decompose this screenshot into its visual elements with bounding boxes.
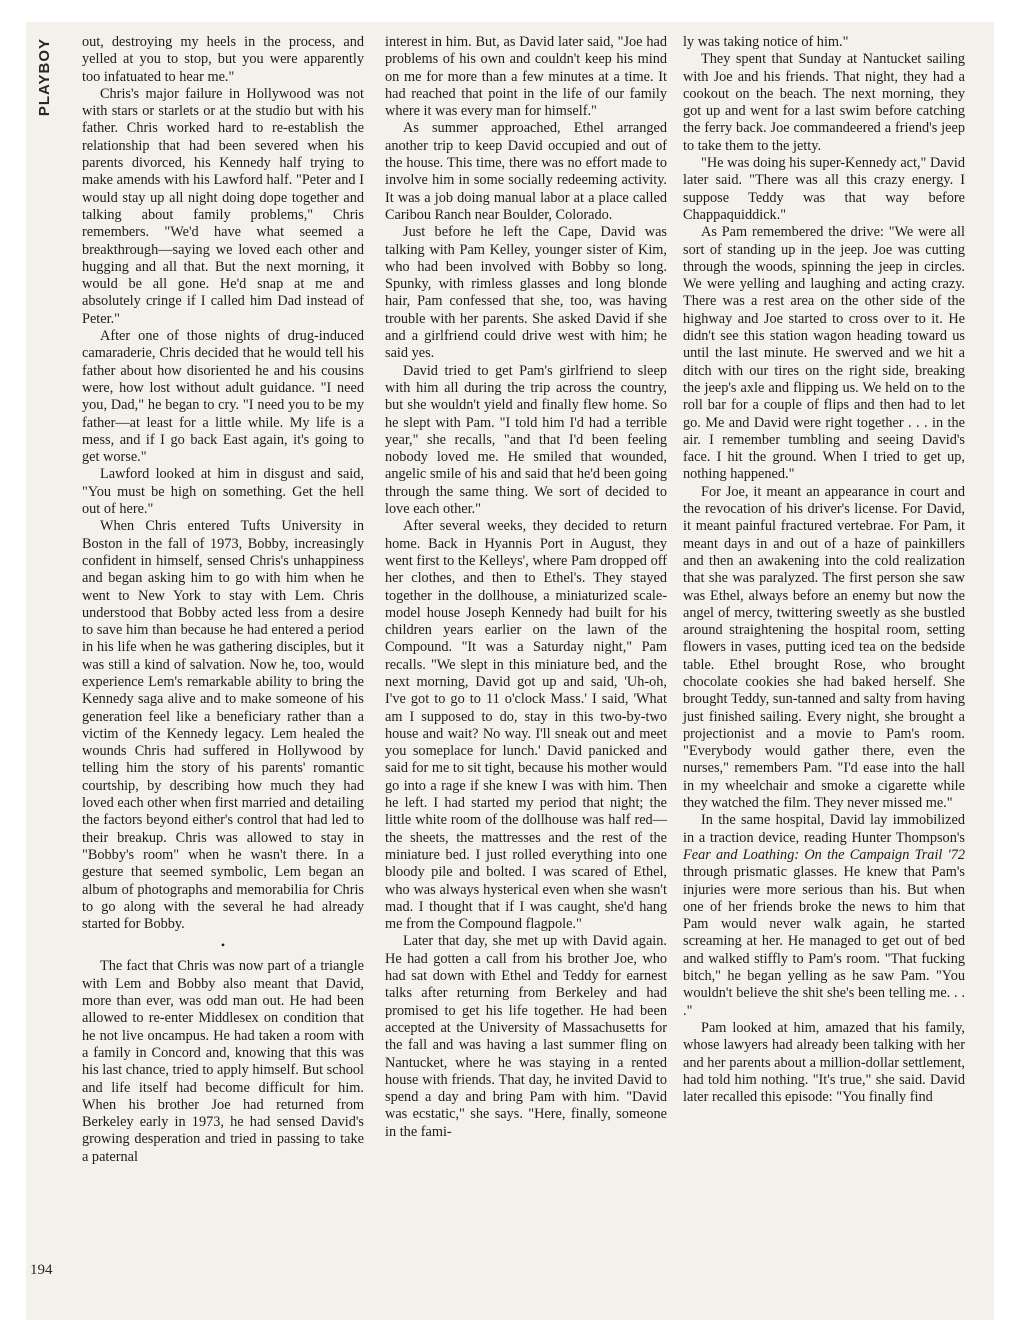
paragraph: For Joe, it meant an appearance in court and the revocation of his driver's license. For David, it meant painful fractured vertebrae. For Pam, it meant days in and out of a haze of painkillers and then an awakening into the cold realization that she was paralyzed. The first person she saw was Ethel, always before an enemy but now the angel of mercy, twittering sweetly as she bustled around straightening the hospital room, setting flowers in vases, putting iced tea on the bedside table. Ethel brought Rose, who brought chocolate cookies she had baked herself. She brought Teddy, sun-tanned and salty from having just finished sailing. Every night, she brought a projectionist and a movie to Pam's room. "Everybody would gather there, even the nurses," remembers Pam. "I'd ease into the hall in my wheelchair and smoke a cigarette while they watched the film. They never missed me."	[683, 483, 965, 812]
book-title: Fear and Loathing: On the Campaign Trail '72	[683, 846, 965, 863]
text-column-1	[82, 34, 364, 1166]
paragraph: The fact that Chris was now part of a triangle with Lem and Bobby also meant that David, more than ever, was odd man out. He had been allowed to re-enter Middlesex on condition that he not live oncampus. He had taken a room with a family in Concord and, knowing that this was his last chance, tried to apply himself. But school and life itself had become difficult for him. When his brother Joe had returned from Berkeley early in 1973, he had sensed David's growing desperation and tried in passing to take a paternal	[82, 958, 364, 1165]
running-head-magazine-name: PLAYBOY	[36, 38, 53, 117]
paragraph: As Pam remembered the drive: "We were all sort of standing up in the jeep. Joe was cutting through the woods, spinning the jeep in circles. We were yelling and laughing and acting crazy. There was a rest area on the other side of the highway and Joe started to cross over to it. He didn't see this station wagon heading toward us until the last minute. He swerved and we hit a ditch with our tires on the right side, breaking the jeep's axle and flipping us. We held on to the roll bar for a couple of flips and then had to let go. Me and David were right together . . . in the air. I remember tumbling and seeing David's face. I hit the ground. When I tried to get up, nothing happened."	[683, 224, 965, 483]
paragraph: Lawford looked at him in disgust and said, "You must be high on something. Get the hell out of here."	[82, 466, 364, 518]
section-break-bullet: •	[220, 938, 226, 953]
paragraph: "He was doing his super-Kennedy act," David later said. "There was all this crazy energy. I suppose Teddy was that way before Chappaquiddick."	[683, 155, 965, 223]
paragraph: When Chris entered Tufts University in Boston in the fall of 1973, Bobby, increasingly confident in himself, sensed Chris's unhappiness and began asking him to go with him when he went to New York to stay with Lem. Chris understood that Bobby acted less from a desire to save him than because he had entered a period in his life when he was gathering disciples, but it was still a kind of salvation. Now he, too, would experience Lem's remarkable ability to bring the Kennedy saga alive and to make someone of his generation feel like a beneficiary rather than a victim of the Kennedy legacy. Lem healed the wounds Chris had suffered in Hollywood by telling him the story of his parents' romantic courtship, by describing how much they had loved each other when first married and detailing the factors beyond either's control that had led to their breakup. Chris was allowed to stay in "Bobby's room" when he wasn't there. In a gesture that seemed symbolic, Lem began an album of photographs and memorabilia for Chris to go along with the several he had already started for Bobby.	[82, 518, 364, 933]
paragraph: interest in him. But, as David later said, "Joe had problems of his own and couldn't keep his mind on me for more than a few minutes at a time. It had reached that point in the life of our family where it was every man for himself."	[385, 34, 667, 120]
page-number: 194	[30, 1262, 53, 1278]
paragraph	[683, 812, 965, 1020]
paragraph: out, destroying my heels in the process, and yelled at you to stop, but you were apparently too infatuated to hear me."	[82, 34, 364, 85]
paragraph: They spent that Sunday at Nantucket sailing with Joe and his friends. That night, they had a cookout on the beach. The next morning, they got up and went for a last swim before catching the ferry back. Joe commandeered a friend's jeep to take them to the jetty.	[683, 51, 965, 154]
paragraph: ly was taking notice of him."	[683, 34, 849, 50]
text-column-3	[683, 34, 965, 1106]
paragraph-text: In the same hospital, David lay immobilized in a traction device, reading Hunter Thompson's	[683, 812, 965, 846]
paragraph: As summer approached, Ethel arranged another trip to keep David occupied and out of the house. This time, there was no effort made to involve him in some socially redeeming activity. It was a job doing manual labor at a place called Caribou Ranch near Boulder, Colorado.	[385, 120, 667, 223]
paragraph: David tried to get Pam's girlfriend to sleep with him all during the trip across the country, but she wouldn't yield and finally flew home. So he slept with Pam. "I told him I'd had a terrible year," she recalls, "and that I'd been feeling nobody loved me. He smiled that wounded, angelic smile of his and said that he'd been going through the same thing. We sort of decided to love each other."	[385, 362, 667, 518]
paragraph-text: through prismatic glasses. He knew that Pam's injuries were more serious than his. But when one of her friends broke the news to him that Pam would never walk again, he started screaming at her. He managed to get out of bed and walked stiffly to Pam's room. "That fucking bitch," he began yelling as he saw Pam. "You wouldn't believe the shit she's been telling me. . . ."	[683, 864, 965, 1019]
paragraph: Later that day, she met up with David again. He had gotten a call from his brother Joe, who had sat down with Ethel and Teddy for earnest talks after returning from Berkeley and had promised to get his life together. He had been accepted at the University of Massachusetts for the fall and was having a last summer fling on Nantucket, where he was staying in a rented house with friends. That day, he invited David to spend a day and bring Pam with him. "David was ecstatic," she says. "Here, finally, someone in the fami-	[385, 933, 667, 1140]
paragraph: After one of those nights of drug-induced camaraderie, Chris decided that he would tell his father about how disoriented he and his cousins were, how lost without adult guidance. "I need you, Dad," he began to cry. "I need you to be my father—at least for a little while. My life is a mess, and if I go back East again, it's going to get worse."	[82, 328, 364, 466]
paragraph: Just before he left the Cape, David was talking with Pam Kelley, younger sister of Kim, who had been involved with Bobby so long. Spunky, with rimless glasses and long blonde hair, Pam confessed that she, too, was having trouble with her parents. She asked David if she and a girlfriend could drive west with him; he said yes.	[385, 224, 667, 362]
text-column-2	[385, 34, 667, 1141]
paragraph: Pam looked at him, amazed that his family, whose lawyers had already been talking with her and her parents about a million-dollar settlement, had told him nothing. "It's true," she said. David later recalled this episode: "You finally find	[683, 1019, 965, 1106]
paragraph: Chris's major failure in Hollywood was not with stars or starlets or at the studio but with his father. Chris worked hard to re-establish the relationship that had been severed when his parents divorced, his Kennedy half trying to make amends with his Lawford half. "Peter and I would stay up all night doing dope together and talking about family problems," Chris remembers. "We'd have what seemed a breakthrough—saying we loved each other and hugging and all that. But the next morning, it would be all gone. He'd snap at me and absolutely cringe if I called him Dad instead of Peter."	[82, 85, 364, 327]
paragraph: After several weeks, they decided to return home. Back in Hyannis Port in August, they went first to the Kelleys', where Pam dropped off her clothes, and then to Ethel's. They stayed together in the dollhouse, a miniaturized scale-model house Joseph Kennedy had built for his children years earlier on the lawn of the Compound. "It was a Saturday night," Pam recalls. "We slept in this miniature bed, and the next morning, David got up and said, 'Uh-oh, I've got to go to 11 o'clock Mass.' I said, 'What am I supposed to do, stay in this two-by-two house and wait? No way. I'll sneak out and meet you someplace for lunch.' David panicked and said for me to sit tight, because his mother would go into a rage if she knew I was with him. Then he left. I had started my period that night; the little white room of the dollhouse was half red—the sheets, the mattresses and the rest of the miniature bed. I just rolled everything into one bloody pile and bolted. I was scared of Ethel, who was always hysterical even when she wasn't mad. I thought that if I was caught, she'd hang me from the Compound flagpole."	[385, 518, 667, 933]
